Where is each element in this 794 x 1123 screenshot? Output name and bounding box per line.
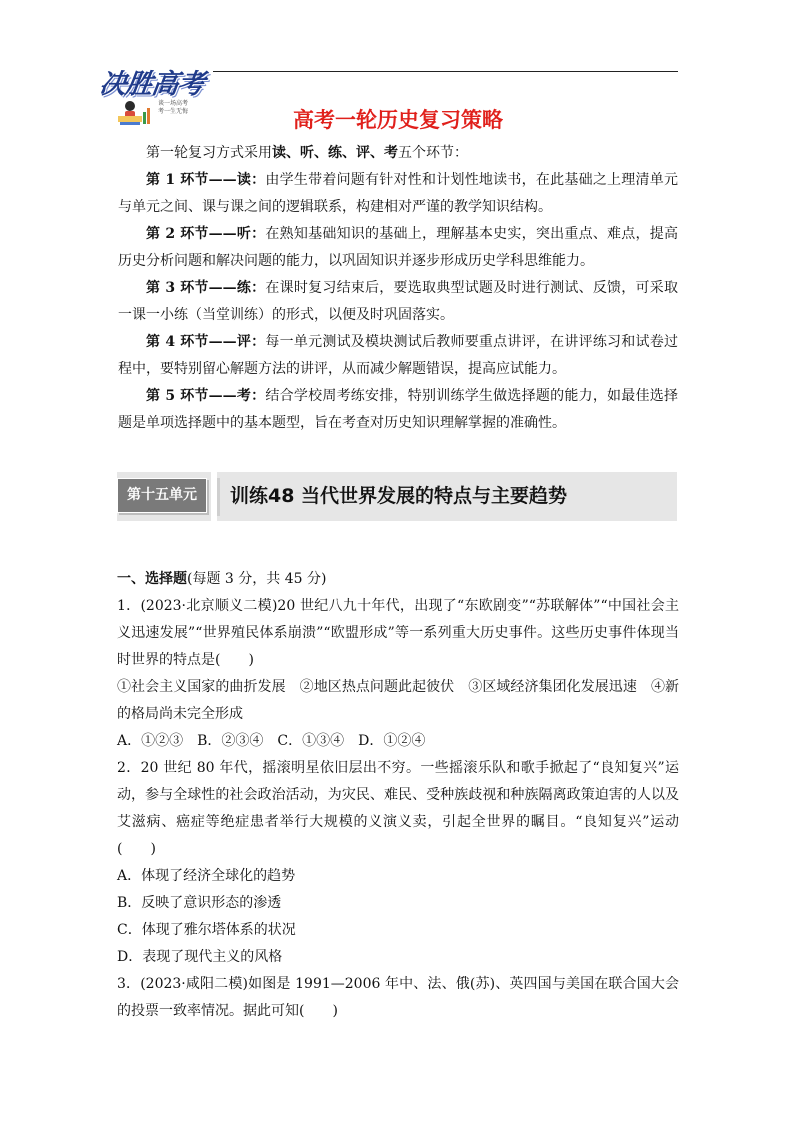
step-label: 第 4 环节——评： [146, 334, 266, 350]
step-label: 第 3 环节——练： [146, 280, 266, 296]
section-label: 一、选择题 [117, 571, 187, 587]
question-2-option-a: A．体现了经济全球化的趋势 [117, 868, 296, 884]
question-2-option-b: B．反映了意识形态的渗透 [117, 895, 282, 911]
banner-divider-shadow [217, 478, 220, 516]
question-section [117, 566, 679, 1025]
unit-label: 第十五单元 [117, 478, 207, 513]
intro-suffix: 五个环节： [398, 145, 468, 161]
question-1-options: A．①②③ B．②③④ C．①③④ D．①②④ [117, 733, 426, 749]
step-4 [118, 329, 678, 383]
step-text: 结合学校周考练安排，特别训练学生做选择题的能力，如最佳选择题是单项选择题中的基本题型，旨在考查对历史知识理解掌握的准确性。 [118, 388, 679, 431]
logo-slogan-line1: 谈一场高考 [158, 100, 189, 107]
step-label: 第 1 环节——读： [146, 172, 266, 188]
question-1-stem: 1．(2023·北京顺义二模)20 世纪八九十年代，出现了“东欧剧变”“苏联解体”“中国社会主义迅速发展”“世界殖民体系崩溃”“欧盟形成”等一系列重大历史事件。这些历史事件体现当时世界的特点是( ) [117, 598, 679, 668]
intro-prefix: 第一轮复习方式采用 [146, 145, 272, 161]
page-title: 高考一轮历史复习策略 [293, 108, 503, 132]
step-text: 由学生带着问题有针对性和计划性地读书，在此基础之上理清单元与单元之间、课与课之间的逻辑联系，构建相对严谨的教学知识结构。 [118, 172, 679, 215]
step-text: 每一单元测试及模块测试后教师要重点讲评，在讲评练习和试卷过程中，要特别留心解题方法的讲评，从而减少解题错误，提高应试能力。 [118, 334, 679, 377]
step-label: 第 5 环节——考： [146, 388, 266, 404]
step-3 [118, 275, 678, 329]
training-title: 训练48 当代世界发展的特点与主要趋势 [230, 485, 568, 507]
question-1-statements: ①社会主义国家的曲折发展 ②地区热点问题此起彼伏 ③区域经济集团化发展迅速 ④新的格局尚未完全形成 [117, 679, 679, 722]
step-5 [118, 383, 678, 437]
section-note: (每题 3 分，共 45 分) [187, 571, 327, 587]
logo-slogan-line2: 考一生无悔 [158, 108, 189, 115]
intro-bold-words: 读、听、练、评、考 [272, 145, 398, 161]
question-2-option-c: C．体现了雅尔塔体系的状况 [117, 922, 296, 938]
question-2-option-d: D．表现了现代主义的风格 [117, 949, 283, 965]
unit-banner [117, 472, 677, 521]
step-2 [118, 221, 678, 275]
section-heading [117, 566, 679, 593]
logo-text: 决胜高考 [97, 69, 206, 100]
step-text: 在课时复习结束后，要选取典型试题及时进行测试、反馈，可采取一课一小练（当堂训练）的形式，以便及时巩固落实。 [118, 280, 679, 323]
intro-paragraph [118, 140, 678, 167]
step-label: 第 2 环节——听： [146, 226, 266, 242]
intro-section [118, 140, 678, 437]
step-1 [118, 167, 678, 221]
question-3-stem: 3．(2023·咸阳二模)如图是 1991—2006 年中、法、俄(苏)、英四国与美国在联合国大会的投票一致率情况。据此可知( ) [117, 976, 679, 1019]
header-rule [213, 71, 678, 72]
question-2-stem: 2．20 世纪 80 年代，摇滚明星依旧层出不穷。一些摇滚乐队和歌手掀起了“良知复兴”运动，参与全球性的社会政治活动，为灾民、难民、受种族歧视和种族隔离政策迫害的人以及艾滋病、癌症等绝症患者举行大规模的义演义卖，引起全世界的瞩目。“良知复兴”运动( ) [117, 760, 679, 857]
step-text: 在熟知基础知识的基础上，理解基本史实，突出重点、难点，提高历史分析问题和解决问题的能力，以巩固知识并逐步形成历史学科思维能力。 [118, 226, 679, 269]
